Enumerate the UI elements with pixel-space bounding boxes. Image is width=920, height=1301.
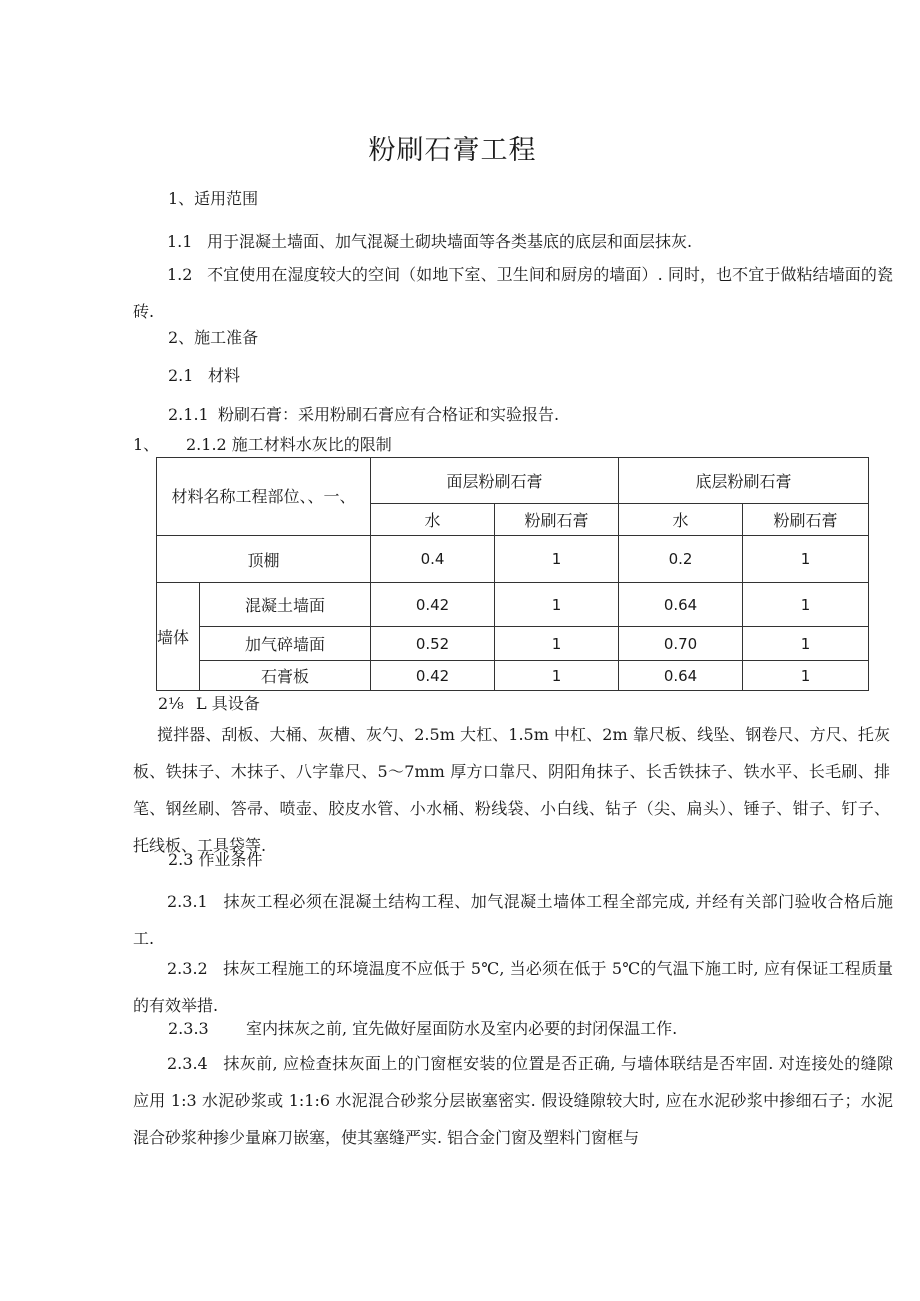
section-number: 2⅛ bbox=[158, 694, 184, 713]
paragraph-number: 2.3.2 bbox=[167, 959, 208, 978]
subheader-water: 水 bbox=[371, 504, 495, 536]
cell-value: 1 bbox=[495, 583, 619, 627]
table-row bbox=[157, 583, 869, 627]
paragraph-text: 用于混凝土墙面、加气混凝土砌块墙面等各类基底的底层和面层抹灰. bbox=[207, 232, 693, 251]
paragraph-1-2 bbox=[133, 256, 893, 330]
document-title: 粉刷石膏工程 bbox=[368, 135, 537, 166]
cell-value: 0.42 bbox=[371, 661, 495, 691]
water-cement-ratio-table bbox=[156, 457, 869, 691]
cell-value: 1 bbox=[495, 536, 619, 583]
cell-value: 1 bbox=[743, 661, 869, 691]
cell-value: 0.70 bbox=[619, 627, 743, 661]
paragraph-number: 1.1 bbox=[167, 232, 193, 251]
section-text: L 具设备 bbox=[196, 694, 260, 713]
paragraph-text: 室内抹灰之前, 宜先做好屋面防水及室内必要的封闭保温工作. bbox=[246, 1019, 678, 1038]
header-base-gypsum: 底层粉刷石膏 bbox=[619, 458, 869, 504]
cell-value: 0.4 bbox=[371, 536, 495, 583]
row-label: 石膏板 bbox=[200, 661, 371, 691]
list-item-2-1-2 bbox=[133, 434, 392, 456]
paragraph-1-1 bbox=[133, 223, 893, 260]
cell-value: 0.2 bbox=[619, 536, 743, 583]
cell-value: 1 bbox=[495, 661, 619, 691]
cell-value: 0.64 bbox=[619, 661, 743, 691]
paragraph-2-3-4 bbox=[133, 1045, 893, 1156]
paragraph-number: 2.3.3 bbox=[168, 1019, 209, 1038]
tools-list-paragraph: 搅拌器、刮板、大桶、灰槽、灰勺、2.5m 大杠、1.5m 中杠、2m 靠尺板、线坠、钢卷尺、方尺、托灰板、铁抹子、木抹子、八字靠尺、5～7mm 厚方口靠尺、阴阳角抹子、长舌铁抹子、铁水平、长毛刷、排笔、钢丝刷、答帚、喷壶、胶皮水管、小水桶、粉线袋、小白线、钻子（尖、扁头）、锤子、钳子、钉子、托线板、工具袋等. bbox=[133, 725, 890, 855]
paragraph-text: 抹灰工程必须在混凝土结构工程、加气混凝土墙体工程全部完成, 并经有关部门验收合格后施工. bbox=[133, 892, 893, 948]
paragraph-text: 粉刷石膏：采用粉刷石膏应有合格证和实验报告. bbox=[218, 405, 560, 424]
paragraph-number: 1.2 bbox=[167, 265, 193, 284]
paragraph-number: 2.3.4 bbox=[167, 1054, 208, 1073]
list-marker: 1、 bbox=[133, 435, 160, 454]
cell-value: 0.52 bbox=[371, 627, 495, 661]
section-2-2-heading bbox=[158, 693, 260, 715]
subheader-gypsum: 粉刷石膏 bbox=[743, 504, 869, 536]
paragraph-2-3-2 bbox=[133, 950, 893, 1024]
table-row bbox=[157, 661, 869, 691]
row-label: 加气碎墙面 bbox=[200, 627, 371, 661]
cell-value: 0.64 bbox=[619, 583, 743, 627]
paragraph-number: 2.3.1 bbox=[167, 892, 208, 911]
paragraph-text: 抹灰前, 应检查抹灰面上的门窗框安装的位置是否正确, 与墙体联结是否牢固. 对连接处的缝隙应用 1:3 水泥砂浆或 1:1:6 水泥混合砂浆分层嵌塞密实. 假设缝隙较大时, 应在水泥砂浆中掺细石子；水泥混合砂浆种掺少量麻刀嵌塞，使其塞缝严实. 铝合金门窗及塑料门窗框与 bbox=[133, 1054, 893, 1147]
paragraph-2-3-3 bbox=[168, 1018, 677, 1040]
table-corner-header: 材料名称工程部位、、一、 bbox=[157, 458, 371, 536]
row-label: 混凝土墙面 bbox=[200, 583, 371, 627]
section-2-1-heading bbox=[168, 365, 240, 387]
section-2-heading: 2、施工准备 bbox=[168, 328, 259, 347]
subheader-gypsum: 粉刷石膏 bbox=[495, 504, 619, 536]
wall-group-label: 墙体 bbox=[157, 583, 200, 691]
header-surface-gypsum: 面层粉刷石膏 bbox=[371, 458, 619, 504]
paragraph-text: 抹灰工程施工的环境温度不应低于 5℃, 当必须在低于 5℃的气温下施工时, 应有保证工程质量的有效举措. bbox=[133, 959, 893, 1015]
cell-value: 1 bbox=[743, 536, 869, 583]
section-text: 材料 bbox=[208, 366, 241, 385]
list-text: 2.1.2 施工材料水灰比的限制 bbox=[186, 435, 392, 454]
paragraph-text: 不宜使用在湿度较大的空间（如地下室、卫生间和厨房的墙面）. 同时，也不宜于做粘结墙面的瓷砖. bbox=[133, 265, 893, 321]
paragraph-2-3-1 bbox=[133, 883, 893, 957]
cell-value: 1 bbox=[743, 627, 869, 661]
row-label: 顶棚 bbox=[157, 536, 371, 583]
cell-value: 1 bbox=[743, 583, 869, 627]
table-row bbox=[157, 627, 869, 661]
paragraph-2-1-1 bbox=[168, 404, 559, 426]
cell-value: 0.42 bbox=[371, 583, 495, 627]
cell-value: 1 bbox=[495, 627, 619, 661]
section-1-heading: 1、适用范围 bbox=[168, 189, 259, 208]
paragraph-number: 2.1.1 bbox=[168, 405, 209, 424]
subheader-water: 水 bbox=[619, 504, 743, 536]
section-number: 2.1 bbox=[168, 366, 194, 385]
section-2-3-heading: 2.3 作业条件 bbox=[168, 850, 263, 869]
table-row bbox=[157, 536, 869, 583]
